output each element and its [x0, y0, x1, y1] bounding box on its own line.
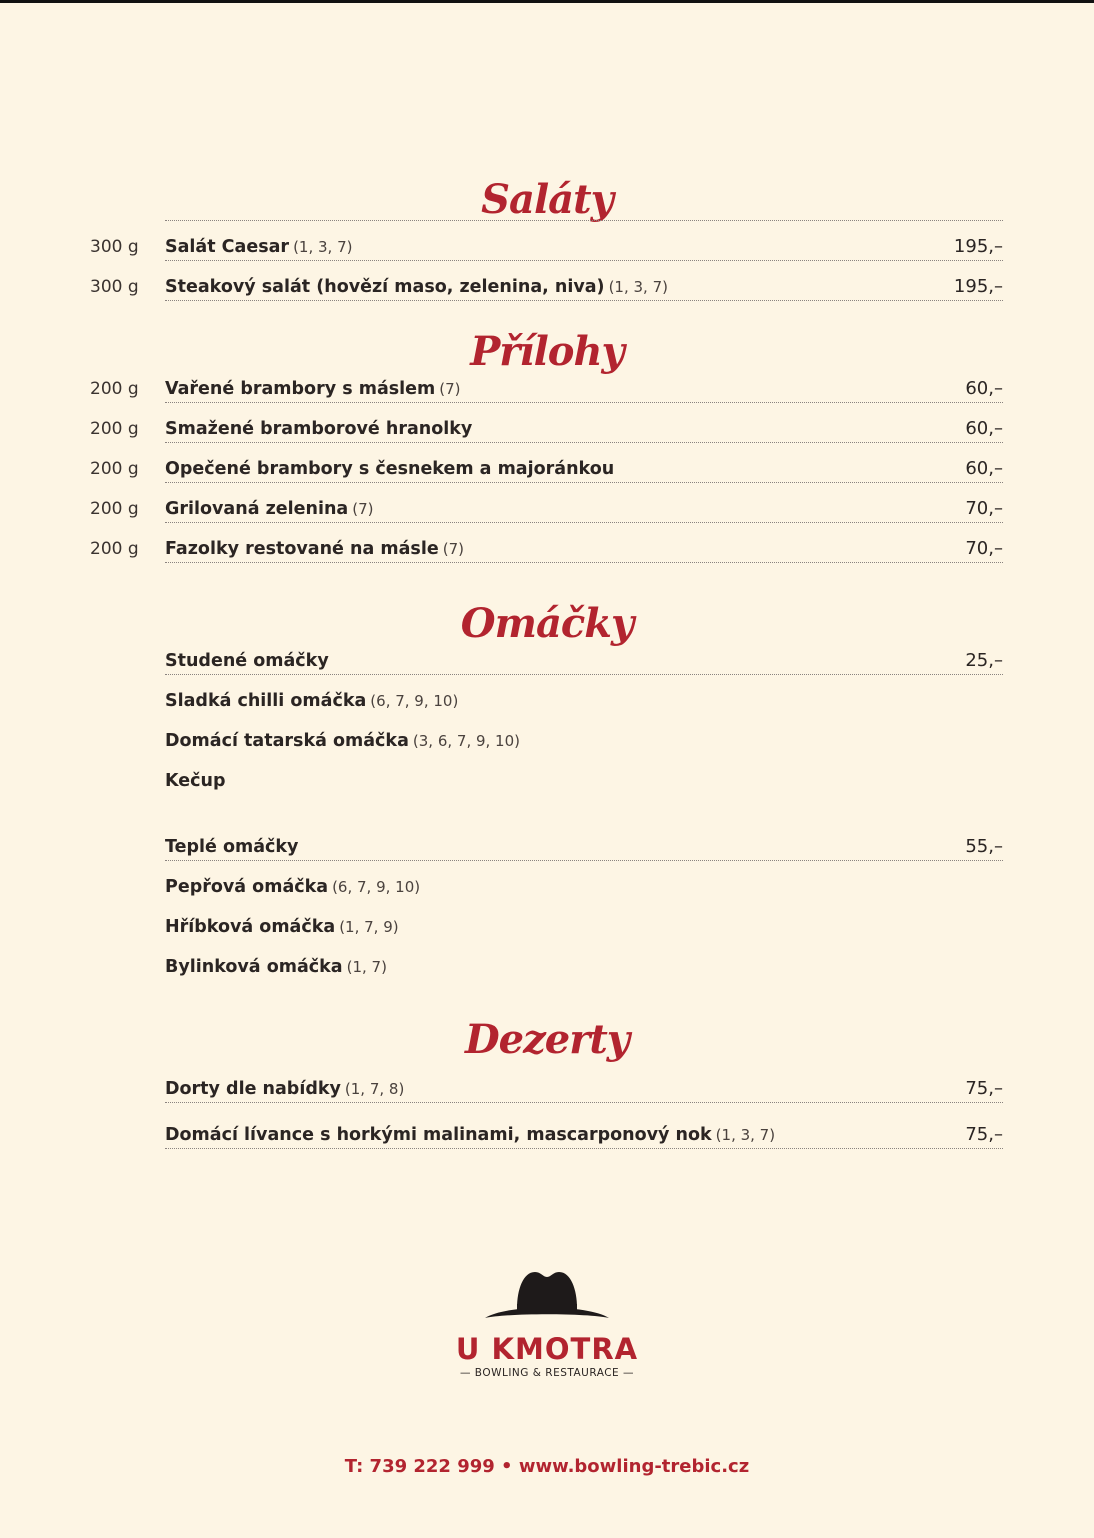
- top-border: [0, 0, 1094, 3]
- item-price: 75,–: [965, 1124, 1003, 1145]
- item-price: 75,–: [965, 1078, 1003, 1099]
- logo: [447, 1268, 647, 1388]
- item-price: 195,–: [953, 276, 1003, 297]
- divider: [165, 442, 1003, 443]
- item-allergens: (1, 7, 8): [344, 1080, 405, 1098]
- section-title-prilohy: Přílohy: [470, 328, 624, 375]
- divider: [165, 522, 1003, 523]
- item-name: Dorty dle nabídky: [165, 1079, 341, 1099]
- item-price: 25,–: [965, 650, 1003, 671]
- menu-item: [165, 458, 618, 480]
- item-price: 60,–: [965, 378, 1003, 399]
- item-name: Steakový salát (hovězí maso, zelenina, niva): [165, 277, 605, 297]
- divider: [165, 220, 1003, 221]
- menu-item: [165, 538, 464, 560]
- menu-item: [165, 236, 352, 258]
- section-title-dezerty: Dezerty: [464, 1016, 630, 1063]
- item-name: Salát Caesar: [165, 237, 290, 257]
- logo-name: U KMOTRA: [455, 1332, 639, 1366]
- section-title-salaty: Saláty: [481, 176, 613, 223]
- divider: [165, 674, 1003, 675]
- section-title-omacky: Omáčky: [460, 600, 634, 647]
- item-name: Smažené bramborové hranolky: [165, 419, 473, 439]
- menu-item: [165, 378, 461, 400]
- item-price: 60,–: [965, 458, 1003, 479]
- item-weight: 200 g: [90, 419, 139, 439]
- item-name: Domácí tatarská omáčka: [165, 731, 409, 751]
- sauce-item: [165, 876, 420, 898]
- item-allergens: (7): [442, 540, 464, 558]
- item-allergens: (7): [439, 380, 461, 398]
- divider: [165, 1102, 1003, 1103]
- sauce-group-warm: [165, 836, 298, 858]
- item-weight: 300 g: [90, 237, 139, 257]
- sauce-item: [165, 956, 387, 978]
- divider: [165, 1148, 1003, 1149]
- item-weight: 200 g: [90, 379, 139, 399]
- item-allergens: (1, 3, 7): [293, 238, 353, 256]
- item-name: Bylinková omáčka: [165, 957, 343, 977]
- item-allergens: (6, 7, 9, 10): [332, 878, 421, 896]
- fedora-hat-icon: [447, 1268, 647, 1332]
- divider: [165, 482, 1003, 483]
- item-name: Sladká chilli omáčka: [165, 691, 367, 711]
- sauce-item: [165, 916, 399, 938]
- divider: [165, 300, 1003, 301]
- divider: [165, 562, 1003, 563]
- item-name: Opečené brambory s česnekem a majoránkou: [165, 459, 615, 479]
- item-weight: 200 g: [90, 499, 139, 519]
- footer-contact: T: 739 222 999 • www.bowling-trebic.cz: [344, 1456, 750, 1477]
- divider: [165, 402, 1003, 403]
- item-name: Hříbková omáčka: [165, 917, 336, 937]
- item-allergens: (7): [352, 500, 374, 518]
- menu-item: [165, 276, 668, 298]
- item-name: Teplé omáčky: [165, 837, 299, 857]
- item-allergens: (1, 3, 7): [608, 278, 668, 296]
- item-price: 70,–: [965, 498, 1003, 519]
- item-price: 195,–: [953, 236, 1003, 257]
- menu-item: [165, 418, 476, 440]
- sauce-group-cold: [165, 650, 329, 672]
- sauce-item: [165, 690, 458, 712]
- item-allergens: (1, 3, 7): [715, 1126, 776, 1144]
- item-weight: 200 g: [90, 459, 139, 479]
- item-name: Domácí lívance s horkými malinami, mascarponový nok: [165, 1125, 712, 1145]
- item-name: Fazolky restované na másle: [165, 539, 439, 559]
- divider: [165, 260, 1003, 261]
- item-name: Pepřová omáčka: [165, 877, 329, 897]
- sauce-item: [165, 730, 520, 752]
- logo-subtitle: — BOWLING & RESTAURACE —: [459, 1367, 635, 1379]
- divider: [165, 860, 1003, 861]
- item-price: 70,–: [965, 538, 1003, 559]
- item-weight: 200 g: [90, 539, 139, 559]
- item-price: 55,–: [965, 836, 1003, 857]
- item-name: Vařené brambory s máslem: [165, 379, 436, 399]
- item-weight: 300 g: [90, 277, 139, 297]
- menu-item: [165, 1124, 775, 1146]
- item-allergens: (6, 7, 9, 10): [370, 692, 459, 710]
- item-price: 60,–: [965, 418, 1003, 439]
- item-name: Grilovaná zelenina: [165, 499, 349, 519]
- item-name: Kečup: [165, 771, 226, 791]
- item-allergens: (1, 7): [346, 958, 387, 976]
- menu-item: [165, 498, 374, 520]
- menu-item: [165, 1078, 404, 1100]
- sauce-item: [165, 770, 229, 792]
- item-allergens: (1, 7, 9): [339, 918, 399, 936]
- item-name: Studené omáčky: [165, 651, 329, 671]
- item-allergens: (3, 6, 7, 9, 10): [412, 732, 520, 750]
